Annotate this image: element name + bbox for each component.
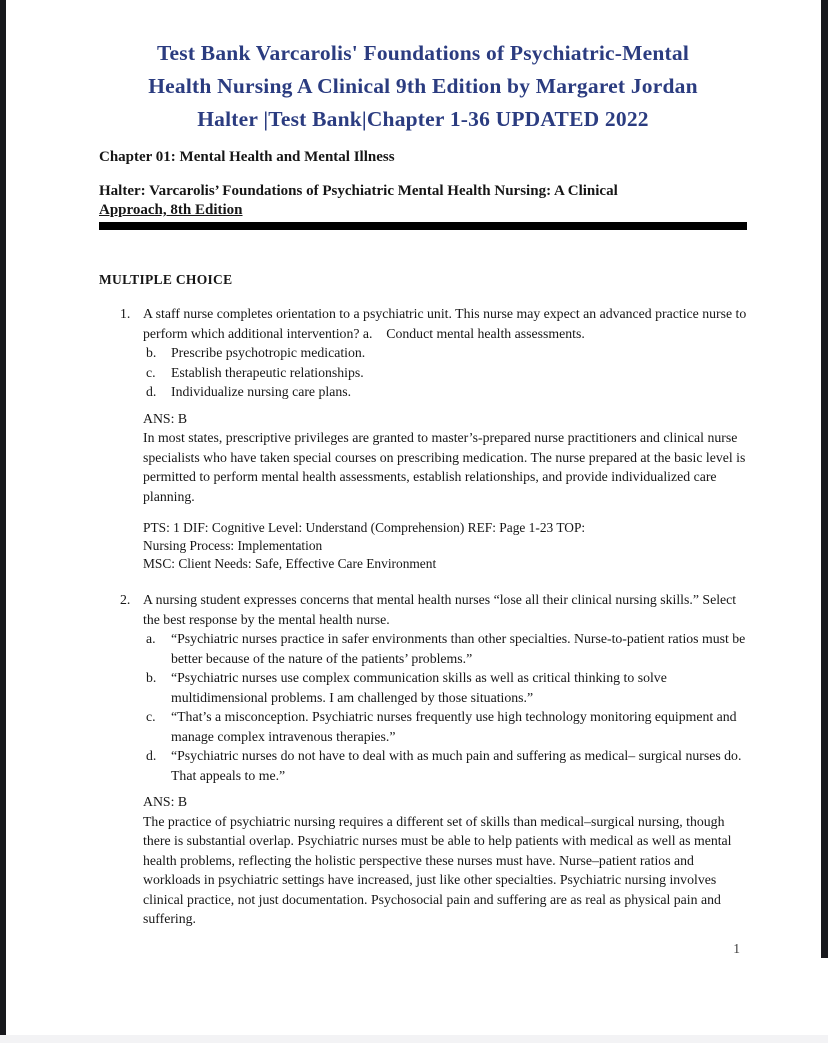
document-title [99, 37, 747, 136]
question-2-option-d [143, 746, 748, 785]
page-edge-right [821, 0, 828, 958]
meta-line-msc: MSC: Client Needs: Safe, Effective Care Environment [143, 556, 437, 571]
question-1-option-b [143, 343, 748, 363]
option-text: Prescribe psychotropic medication. [171, 345, 366, 360]
option-letter: c. [146, 364, 156, 380]
option-text: “Psychiatric nurses do not have to deal with as much pain and suffering as medical– surgical nurses do. That appeals to me.” [171, 748, 742, 783]
meta-line-pts: PTS: 1 DIF: Cognitive Level: Understand (Comprehension) REF: Page 1-23 TOP: [143, 520, 586, 535]
option-text: Establish therapeutic relationships. [171, 364, 364, 380]
option-letter: b. [146, 345, 157, 360]
question-1-option-c [143, 363, 748, 383]
question-1 [99, 304, 747, 573]
title-line-3: Halter |Test Bank|Chapter 1-36 UPDATED 2022 [197, 107, 649, 131]
divider-bar [99, 222, 747, 230]
page-edge-bottom [0, 1035, 828, 1043]
option-text: Individualize nursing care plans. [171, 384, 352, 399]
option-letter: c. [146, 709, 156, 724]
question-2-answer: ANS: B [143, 794, 188, 809]
question-2-option-b [143, 668, 748, 707]
option-text: “Psychiatric nurses use complex communication skills as well as critical thinking to solve multidimensional problems. I am challenged by those situations.” [171, 670, 667, 705]
title-line-2: Health Nursing A Clinical 9th Edition by Margaret Jordan [148, 74, 698, 98]
question-2-number: 2. [120, 592, 131, 607]
question-2-stem: A nursing student expresses concerns that mental health nurses “lose all their clinical nursing skills.” Select the best response by the mental health nurse. [143, 592, 737, 627]
page-edge-left [0, 0, 6, 1036]
question-1-option-d [143, 382, 748, 402]
book-heading-line-2: Approach, 8th Edition [99, 202, 243, 218]
question-1-meta [143, 519, 748, 573]
question-1-answer: ANS: B [143, 410, 188, 426]
question-2-rationale: The practice of psychiatric nursing requires a different set of skills than medical–surgical nursing, though there is substantial overlap. Psychiatric nurses must be able to help patients with medical as well as mental health problems, reflecting the holistic perspective these nurses must have. Nurse–patient ratios and workloads in psychiatric settings have increased, just like other specialties. Psychiatric nursing involves clinical practice, not just documentation. Psychosocial pain and suffering are as real as physical pain and suffering. [143, 813, 732, 926]
title-line-1: Test Bank Varcarolis' Foundations of Psychiatric-Mental [156, 41, 690, 65]
section-heading: MULTIPLE CHOICE [99, 272, 233, 287]
page-number: 1 [733, 941, 740, 956]
question-1-number: 1. [120, 306, 131, 321]
book-heading-line-1: Halter: Varcarolis’ Foundations of Psychiatric Mental Health Nursing: A Clinical [99, 183, 618, 199]
page-content [99, 37, 747, 929]
question-2-option-c [143, 707, 748, 746]
question-1-rationale: In most states, prescriptive privileges are granted to master’s-prepared nurse practitioners and clinical nurse specialists who have taken special courses on prescribing medication. The nurse prepared at the basic level is permitted to perform mental health assessments, establish relationships, and provide individualized care planning. [143, 430, 746, 504]
option-letter: d. [146, 384, 157, 399]
option-letter: d. [146, 748, 157, 763]
question-2 [99, 590, 747, 929]
meta-line-nursing-process: Nursing Process: Implementation [143, 538, 323, 553]
option-letter: a. [146, 631, 156, 646]
question-2-option-a [143, 629, 748, 668]
option-text: “Psychiatric nurses practice in safer environments than other specialties. Nurse-to-patient ratios must be better because of the nature of the patients’ problems.” [171, 631, 746, 666]
question-1-stem: A staff nurse completes orientation to a psychiatric unit. This nurse may expect an advanced practice nurse to perform which additional intervention? a. Conduct mental health assessments. [143, 306, 747, 341]
book-heading [99, 182, 747, 220]
option-letter: b. [146, 670, 157, 685]
chapter-heading: Chapter 01: Mental Health and Mental Illness [99, 149, 395, 165]
option-text: “That’s a misconception. Psychiatric nurses frequently use high technology monitoring equipment and manage complex intravenous therapies.” [171, 709, 737, 744]
